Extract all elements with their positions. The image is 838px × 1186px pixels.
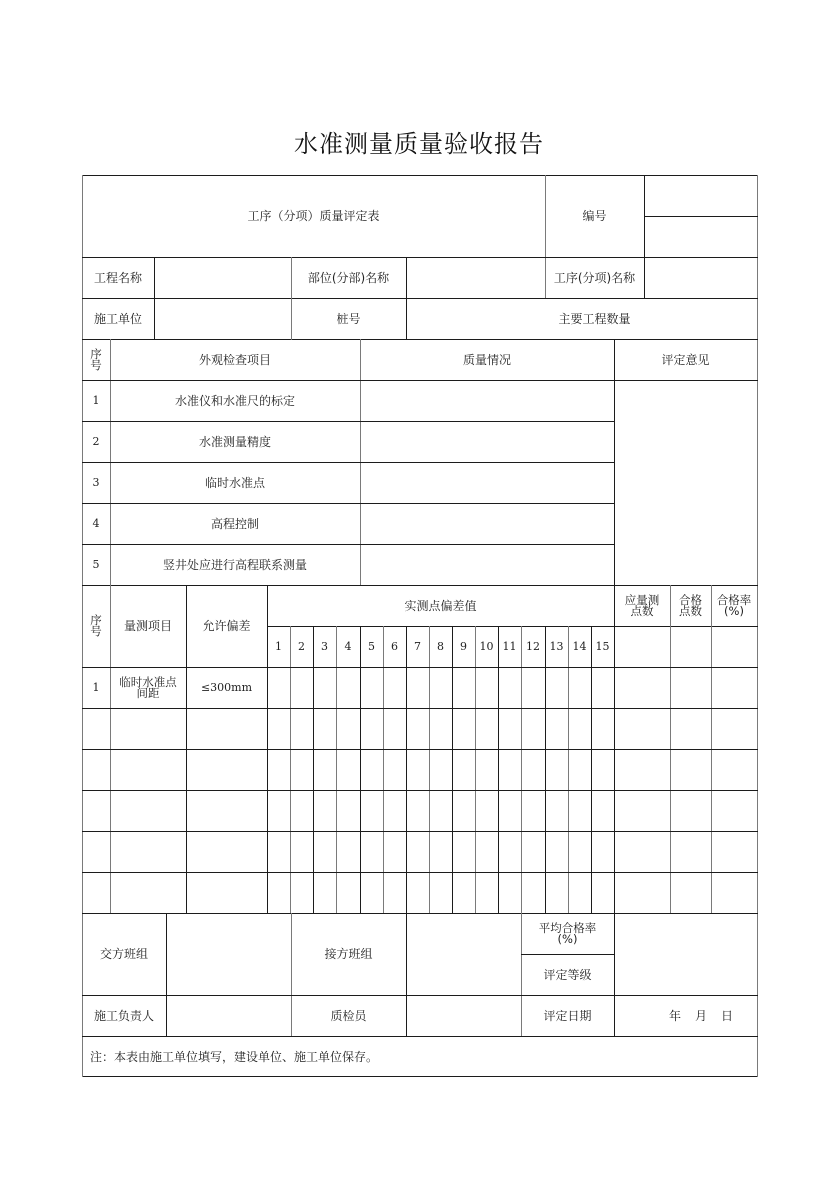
deviation-value-field[interactable] [568,790,591,831]
appearance-row-quality-field[interactable] [360,421,614,462]
process-name-field[interactable] [644,257,757,298]
grid-line [475,626,476,914]
point-number-header: 7 [414,639,421,653]
deviation-value-field[interactable] [383,872,406,913]
qualified-points-field[interactable] [670,872,711,913]
deviation-value-field[interactable] [521,831,545,872]
deviation-value-field[interactable] [521,667,545,708]
deviation-value-field[interactable] [545,831,568,872]
deviation-value-field[interactable] [545,872,568,913]
form-name: 工序（分项）质量评定表 [247,209,380,223]
deviation-value-field[interactable] [475,872,498,913]
grid-line [82,257,758,258]
deviation-value-field[interactable] [360,831,383,872]
deviation-value-field[interactable] [521,749,545,790]
grid-line [82,831,758,832]
deviation-value-field[interactable] [313,749,336,790]
grid-line [82,462,615,463]
deviation-value-field[interactable] [545,708,568,749]
year-label: 年 [668,1008,681,1023]
point-number-header: 1 [275,639,282,653]
deviation-value-field[interactable] [290,790,313,831]
deviation-value-field[interactable] [360,667,383,708]
measure-row-tolerance[interactable] [186,872,267,913]
qualified-points-label: 合格点数 [679,592,702,618]
appearance-row-item: 水准仪和水准尺的标定 [174,393,295,408]
deviation-value-field[interactable] [452,790,475,831]
deviation-value-field[interactable] [591,667,614,708]
deviation-label: 实测点偏差值 [404,598,477,613]
qualified-points-field[interactable] [670,708,711,749]
point-number-header: 9 [460,639,467,653]
measure-row-tolerance[interactable] [186,708,267,749]
grid-line [82,872,758,873]
deviation-value-field[interactable] [313,708,336,749]
measure-row-item[interactable] [110,708,186,749]
deviation-value-field[interactable] [336,749,360,790]
deviation-value-field[interactable] [475,667,498,708]
deviation-value-field[interactable] [475,749,498,790]
appearance-row-number: 4 [92,516,100,530]
measure-row-number[interactable] [82,749,110,790]
deviation-value-field[interactable] [452,749,475,790]
measure-row-number[interactable] [82,831,110,872]
deviation-value-field[interactable] [383,790,406,831]
main-quantity-field[interactable] [644,298,757,339]
grid-line [591,626,592,914]
measure-row-tolerance[interactable] [186,831,267,872]
should-measure-field[interactable] [614,667,670,708]
deviation-value-field[interactable] [383,749,406,790]
measure-seq-label: 序号 [90,613,102,638]
handover-field[interactable] [166,913,291,995]
deviation-value-field[interactable] [475,790,498,831]
grid-line [521,626,522,914]
grid-line [82,749,758,750]
grid-line [313,626,314,914]
receiver-label: 接方班组 [324,947,373,961]
deviation-value-field[interactable] [336,708,360,749]
deviation-value-field[interactable] [521,790,545,831]
grid-line [336,626,337,914]
grid-line [82,175,758,176]
should-measure-label: 应量测点数 [624,592,660,618]
appearance-row-item: 临时水准点 [204,475,265,490]
deviation-value-field[interactable] [521,708,545,749]
pass-rate-label: 合格率(%) [716,592,752,618]
grid-line [82,339,758,340]
deviation-value-field[interactable] [383,667,406,708]
grid-line [82,585,758,586]
deviation-value-field[interactable] [475,831,498,872]
grid-line [568,626,569,914]
grade-label: 评定等级 [543,967,592,982]
appearance-row-quality-field[interactable] [360,380,614,421]
process-name-label: 工序(分项)名称 [553,270,636,285]
grid-line [360,626,361,914]
deviation-value-field[interactable] [429,790,452,831]
deviation-value-field[interactable] [406,872,429,913]
grid-line [383,626,384,914]
deviation-value-field[interactable] [406,708,429,749]
point-number-header: 6 [391,639,398,653]
appearance-seq-label: 序号 [90,346,102,372]
grid-line [521,913,522,1037]
deviation-value-field[interactable] [360,749,383,790]
deviation-value-field[interactable] [336,872,360,913]
appearance-row-item: 水准测量精度 [198,434,271,449]
receiver-field[interactable] [406,913,521,995]
manager-label: 施工负责人 [93,1008,154,1023]
appearance-row-quality-field[interactable] [360,503,614,544]
grid-line [82,790,758,791]
deviation-value-field[interactable] [313,790,336,831]
deviation-value-field[interactable] [383,831,406,872]
deviation-value-field[interactable] [591,708,614,749]
deviation-value-field[interactable] [591,872,614,913]
deviation-value-field[interactable] [429,831,452,872]
deviation-value-field[interactable] [452,667,475,708]
deviation-value-field[interactable] [406,790,429,831]
deviation-value-field[interactable] [290,749,313,790]
grid-line [166,913,167,1037]
deviation-value-field[interactable] [360,790,383,831]
qualified-points-field[interactable] [670,790,711,831]
grid-line [82,298,758,299]
deviation-value-field[interactable] [336,667,360,708]
eval-date-label: 评定日期 [543,1008,592,1023]
part-name-label: 部位(分部)名称 [307,270,390,285]
appearance-row-quality-field[interactable] [360,544,614,585]
pass-rate-field[interactable] [711,749,757,790]
opinion-field[interactable] [614,380,757,585]
contractor-label: 施工单位 [93,311,142,326]
grid-line [267,626,758,627]
deviation-value-field[interactable] [452,708,475,749]
grid-line [291,257,292,340]
point-number-header: 13 [549,639,564,653]
pass-rate-field[interactable] [711,831,757,872]
grid-line [82,1036,758,1037]
grid-line [82,421,615,422]
station-label: 桩号 [336,311,361,326]
point-number-header: 12 [526,639,540,653]
grid-line [82,708,758,709]
deviation-value-field[interactable] [498,790,521,831]
deviation-value-field[interactable] [313,831,336,872]
grid-line [545,626,546,914]
appearance-item-label: 外观检查项目 [198,352,271,367]
grid-line [82,913,758,914]
code-field-1[interactable] [644,175,757,216]
grid-line [545,175,546,299]
deviation-value-field[interactable] [336,790,360,831]
pass-rate-field[interactable] [711,667,757,708]
grid-line [406,913,407,1037]
should-measure-field[interactable] [614,790,670,831]
point-number-header: 15 [595,639,610,653]
part-name-field[interactable] [406,257,545,298]
grid-line [498,626,499,914]
grid-line [290,626,291,914]
page-title: 水准测量质量验收报告 [294,130,544,158]
measure-row-tolerance[interactable] [186,790,267,831]
appearance-row-item: 竖井处应进行高程联系测量 [162,557,307,572]
project-name-label: 工程名称 [93,270,142,285]
point-number-header: 2 [298,639,305,653]
contractor-field[interactable] [154,298,291,339]
should-measure-field[interactable] [614,708,670,749]
qualified-points-field[interactable] [670,831,711,872]
deviation-value-field[interactable] [429,708,452,749]
grid-line [291,913,292,1037]
deviation-value-field[interactable] [406,667,429,708]
deviation-value-field[interactable] [267,872,290,913]
deviation-value-field[interactable] [568,708,591,749]
deviation-value-field[interactable] [498,667,521,708]
deviation-value-field[interactable] [568,831,591,872]
point-number-header: 4 [344,639,352,653]
deviation-value-field[interactable] [591,749,614,790]
point-number-header: 14 [572,639,587,653]
deviation-value-field[interactable] [452,872,475,913]
deviation-value-field[interactable] [498,831,521,872]
deviation-value-field[interactable] [267,790,290,831]
pass-rate-field[interactable] [711,790,757,831]
deviation-value-field[interactable] [267,749,290,790]
should-measure-field[interactable] [614,831,670,872]
deviation-value-field[interactable] [568,872,591,913]
grid-line [644,175,645,299]
measure-row-number[interactable] [82,790,110,831]
grid-line [82,1076,758,1077]
deviation-value-field[interactable] [498,749,521,790]
pass-rate-field[interactable] [711,708,757,749]
month-label: 月 [694,1008,707,1023]
footnote: 注：本表由施工单位填写，建设单位、施工单位保存。 [90,1049,379,1064]
deviation-value-field[interactable] [267,667,290,708]
code-label: 编号 [582,209,607,223]
point-number-header: 3 [321,639,328,653]
deviation-value-field[interactable] [383,708,406,749]
eval-date-field[interactable] [614,995,757,1036]
grid-line [154,257,155,340]
grid-line [82,544,615,545]
measure-row-tolerance: ≤300mm [200,680,253,694]
appearance-row-number: 1 [92,393,100,407]
deviation-value-field[interactable] [429,667,452,708]
should-measure-field[interactable] [614,872,670,913]
measure-row-tolerance[interactable] [186,749,267,790]
measure-row-number: 1 [92,680,100,694]
appearance-row-number: 2 [92,434,100,448]
inspector-field[interactable] [406,995,521,1036]
deviation-value-field[interactable] [591,790,614,831]
deviation-value-field[interactable] [568,667,591,708]
deviation-value-field[interactable] [336,831,360,872]
grid-line [406,257,407,340]
measure-row-number[interactable] [82,708,110,749]
deviation-value-field[interactable] [313,872,336,913]
deviation-value-field[interactable] [429,872,452,913]
grid-line [82,380,758,381]
deviation-value-field[interactable] [429,749,452,790]
opinion-label: 评定意见 [661,352,710,367]
deviation-value-field[interactable] [290,872,313,913]
deviation-value-field[interactable] [452,831,475,872]
inspector-label: 质检员 [330,1008,367,1023]
grid-line [82,667,758,668]
main-quantity-label: 主要工程数量 [558,311,631,326]
deviation-value-field[interactable] [498,872,521,913]
grid-line [644,216,758,217]
deviation-value-field[interactable] [591,831,614,872]
manager-field[interactable] [166,995,291,1036]
appearance-row-quality-field[interactable] [360,462,614,503]
measure-row-item[interactable] [110,831,186,872]
measure-row-item: 临时水准点间距 [119,674,177,700]
station-field[interactable] [406,298,545,339]
pass-rate-field[interactable] [711,872,757,913]
measure-row-item[interactable] [110,872,186,913]
measure-row-number[interactable] [82,872,110,913]
grid-line [614,913,615,1037]
appearance-row-number: 3 [92,475,100,489]
tolerance-label: 允许偏差 [202,619,251,633]
deviation-value-field[interactable] [475,708,498,749]
grid-line [82,503,615,504]
grid-line [406,626,407,914]
qualified-points-field[interactable] [670,749,711,790]
point-number-header: 8 [437,639,444,653]
project-name-field[interactable] [154,257,291,298]
deviation-value-field[interactable] [267,708,290,749]
deviation-value-field[interactable] [545,790,568,831]
deviation-value-field[interactable] [267,831,290,872]
deviation-value-field[interactable] [521,872,545,913]
deviation-value-field[interactable] [290,708,313,749]
deviation-value-field[interactable] [290,667,313,708]
deviation-value-field[interactable] [360,708,383,749]
measure-row-item[interactable] [110,749,186,790]
avg-pass-rate-label: 平均合格率(%) [538,920,597,946]
appearance-row-number: 5 [92,557,100,571]
code-field-2[interactable] [644,216,757,257]
measure-row-item[interactable] [110,790,186,831]
should-measure-field[interactable] [614,749,670,790]
grid-line [82,995,758,996]
grid-line [521,954,615,955]
deviation-value-field[interactable] [360,872,383,913]
deviation-value-field[interactable] [568,749,591,790]
grade-field[interactable] [614,913,757,995]
grid-line [82,175,83,1077]
deviation-value-field[interactable] [545,667,568,708]
deviation-value-field[interactable] [313,667,336,708]
grid-line [429,626,430,914]
qualified-points-field[interactable] [670,667,711,708]
deviation-value-field[interactable] [498,708,521,749]
deviation-value-field[interactable] [406,749,429,790]
point-number-header: 5 [368,639,375,653]
point-number-header: 10 [479,639,494,653]
grid-line [452,626,453,914]
appearance-row-item: 高程控制 [210,516,259,531]
day-label: 日 [720,1008,733,1023]
deviation-value-field[interactable] [545,749,568,790]
quality-label: 质量情况 [462,352,511,367]
deviation-value-field[interactable] [290,831,313,872]
measure-item-label: 量测项目 [123,619,172,633]
handover-label: 交方班组 [99,947,148,961]
deviation-value-field[interactable] [406,831,429,872]
point-number-header: 11 [502,639,517,653]
